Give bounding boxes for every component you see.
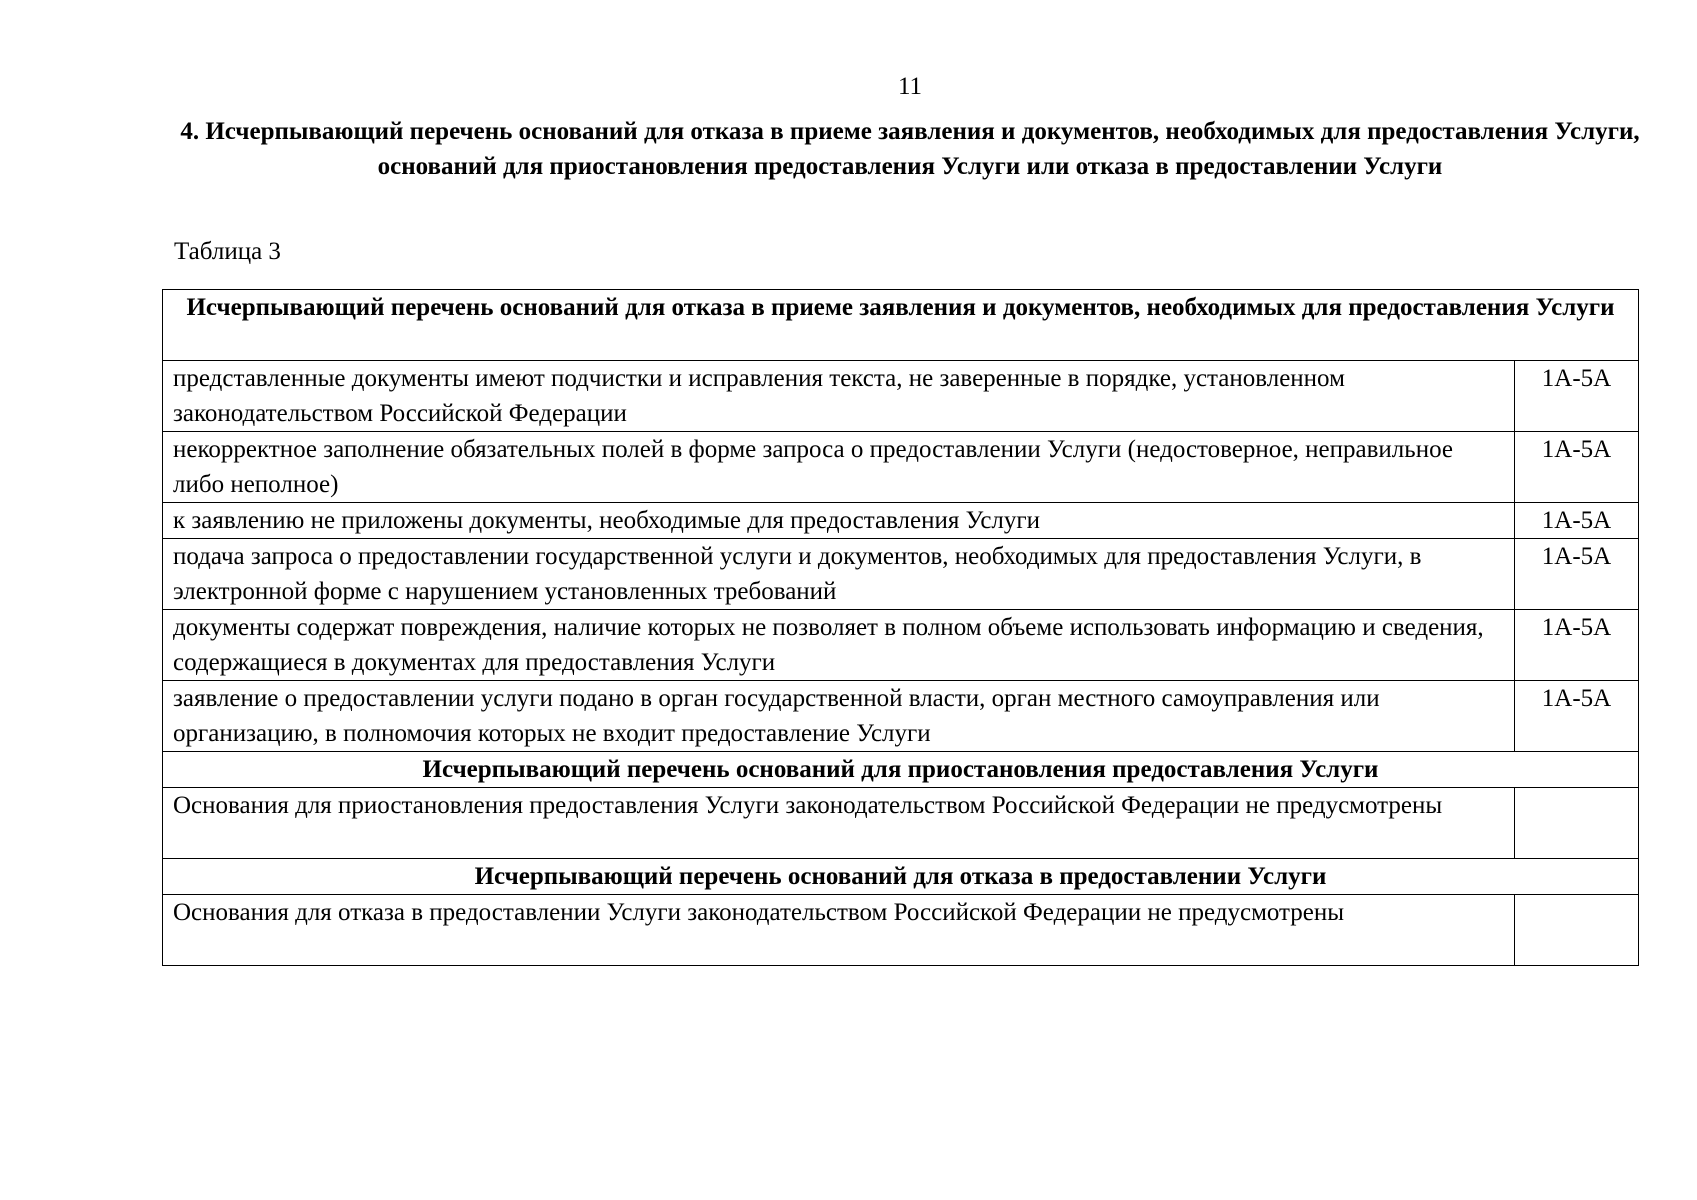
- table-row: [163, 361, 1639, 432]
- ground-text: представленные документы имеют подчистки и исправления текста, не заверенные в порядке, установленном законодательством Российской Федерации: [163, 361, 1515, 432]
- ground-code: 1А-5А: [1515, 503, 1639, 539]
- table-caption: Таблица 3: [174, 238, 281, 265]
- ground-text: документы содержат повреждения, наличие которых не позволяет в полном объеме использовать информацию и сведения, содержащиеся в документах для предоставления Услуги: [163, 610, 1515, 681]
- grounds-table: [162, 289, 1639, 966]
- table-row: [163, 503, 1639, 539]
- group-title-suspension: Исчерпывающий перечень оснований для приостановления предоставления Услуги: [163, 752, 1639, 788]
- ground-text: заявление о предоставлении услуги подано в орган государственной власти, орган местного самоуправления или организацию, в полномочия которых не входит предоставление Услуги: [163, 681, 1515, 752]
- table-row: [163, 432, 1639, 503]
- ground-code: 1А-5А: [1515, 610, 1639, 681]
- group-title-refusal-service: Исчерпывающий перечень оснований для отказа в предоставлении Услуги: [163, 859, 1639, 895]
- table-row: [163, 539, 1639, 610]
- ground-text: некорректное заполнение обязательных полей в форме запроса о предоставлении Услуги (недостоверное, неправильное либо неполное): [163, 432, 1515, 503]
- ground-code: 1А-5А: [1515, 432, 1639, 503]
- ground-code: [1515, 788, 1639, 859]
- table-row: [163, 788, 1639, 859]
- group-header-row: [163, 752, 1639, 788]
- group-header-row: [163, 859, 1639, 895]
- table-row: [163, 610, 1639, 681]
- section-heading: 4. Исчерпывающий перечень оснований для отказа в приеме заявления и документов, необходимых для предоставления Услуги, оснований для приостановления предоставления Услуги или отказа в предоставлении Услуги: [180, 118, 1640, 180]
- ground-code: 1А-5А: [1515, 539, 1639, 610]
- ground-text: подача запроса о предоставлении государственной услуги и документов, необходимых для предоставления Услуги, в электронной форме с нарушением установленных требований: [163, 539, 1515, 610]
- ground-code: 1А-5А: [1515, 361, 1639, 432]
- group-header-row: [163, 290, 1639, 361]
- ground-code: 1А-5А: [1515, 681, 1639, 752]
- ground-text: Основания для приостановления предоставления Услуги законодательством Российской Федерации не предусмотрены: [163, 788, 1515, 859]
- group-title-refusal-acceptance: Исчерпывающий перечень оснований для отказа в приеме заявления и документов, необходимых для предоставления Услуги: [163, 290, 1639, 361]
- table-row: [163, 895, 1639, 966]
- ground-text: Основания для отказа в предоставлении Услуги законодательством Российской Федерации не предусмотрены: [163, 895, 1515, 966]
- ground-text: к заявлению не приложены документы, необходимые для предоставления Услуги: [163, 503, 1515, 539]
- table-row: [163, 681, 1639, 752]
- page-number: 11: [897, 73, 923, 100]
- ground-code: [1515, 895, 1639, 966]
